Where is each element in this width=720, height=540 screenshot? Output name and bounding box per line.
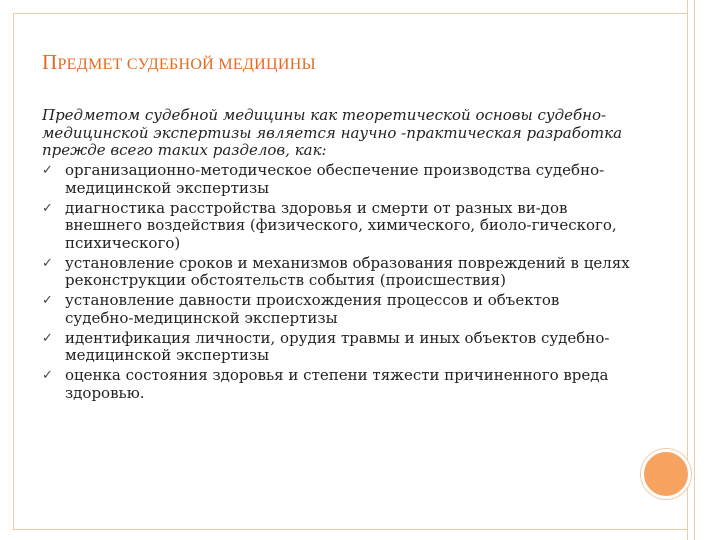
intro-paragraph: Предметом судебной медицины как теоретической основы судебно-медицинской экспертизы является научно -практическая разработка прежде всего таких разделов, как: xyxy=(42,106,623,159)
list-item-text: диагностика расстройства здоровья и смерти от разных ви-дов внешнего воздействия (физического, химического, биоло-гического, психического) xyxy=(65,198,617,252)
checkmark-icon: ✓ xyxy=(42,330,53,346)
right-border-rule-inner xyxy=(694,0,695,540)
list-item-text: оценка состояния здоровья и степени тяжести причиненного вреда здоровью. xyxy=(65,366,609,402)
topics-list xyxy=(42,162,632,402)
list-item-text: организационно-методическое обеспечение производства судебно-медицинской экспертизы xyxy=(65,161,605,197)
checkmark-icon: ✓ xyxy=(42,163,53,178)
checkmark-icon: ✓ xyxy=(42,368,53,383)
list-item xyxy=(42,292,632,327)
checkmark-icon: ✓ xyxy=(42,293,53,308)
list-item-text: установление сроков и механизмов образования повреждений в целях реконструкции обстоятельств события (происшествия) xyxy=(65,253,630,289)
right-border-rule xyxy=(687,0,688,540)
checkmark-icon: ✓ xyxy=(42,200,53,216)
slide-title xyxy=(42,50,316,75)
slide-body xyxy=(42,107,632,402)
list-item xyxy=(42,255,632,290)
list-item xyxy=(42,162,632,197)
checkmark-icon: ✓ xyxy=(42,255,53,271)
title-first-letter: П xyxy=(42,50,58,74)
title-rest: РЕДМЕТ СУДЕБНОЙ МЕДИЦИНЫ xyxy=(57,56,316,73)
list-item xyxy=(42,200,632,253)
list-item xyxy=(42,367,632,402)
list-item-text: идентификация личности, орудия травмы и иных объектов судебно-медицинской экспертизы xyxy=(65,328,610,364)
list-item xyxy=(42,330,632,365)
decorative-circle xyxy=(641,449,691,499)
list-item-text: установление давности происхождения процессов и объектов судебно-медицинской экспертизы xyxy=(65,291,560,327)
